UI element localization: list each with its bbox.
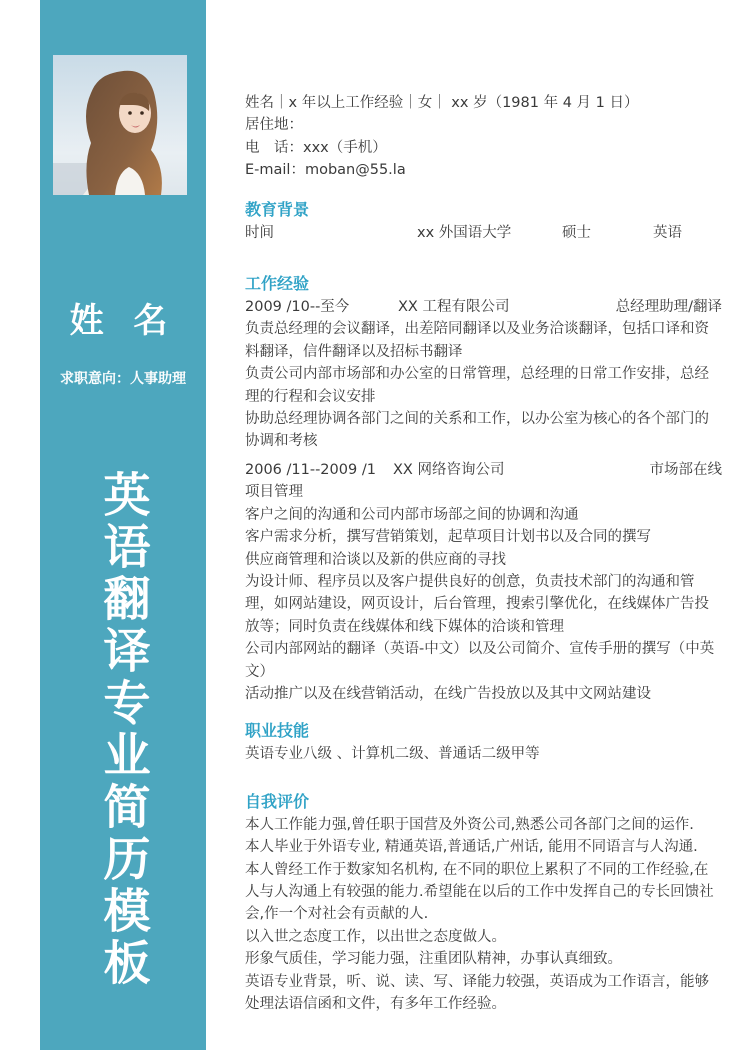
evaluation-paragraph: 英语专业背景，听、说、读、写、译能力较强，英语成为工作语言，能够处理法语信函和文件，有多年工作经验。 [245, 973, 709, 1012]
evaluation-paragraph: 形象气质佳，学习能力强，注重团队精神，办事认真细致。 [245, 951, 622, 968]
personal-info [245, 92, 722, 182]
job-detail: 为设计师、程序员以及客户提供良好的创意，负责技术部门的沟通和管理，如网站建设，网页设计，后台管理，搜索引擎优化，在线媒体广告投放等；同时负责在线媒体和线下媒体的洽谈和管理 [245, 573, 709, 635]
education-school: xx 外国语大学 [417, 224, 512, 241]
candidate-name: 姓 名 [69, 301, 177, 341]
section-heading-skills: 职业技能 [245, 721, 310, 741]
evaluation-paragraph: 本人曾经工作于数家知名机构, 在不同的职位上累积了不同的工作经验,在人与人沟通上有较强的能力.希望能在以后的工作中发挥自己的专长回馈社会,作一个对社会有贡献的人. [245, 861, 714, 923]
education-row [245, 222, 722, 244]
skills-text: 英语专业八级 、计算机二级、普通话二级甲等 [245, 746, 540, 763]
section-heading-education: 教育背景 [245, 199, 310, 219]
email-line: E-mail：moban@55.la [245, 162, 406, 179]
job-title-continued: 项目管理 [245, 484, 303, 501]
education-degree: 硕士 [562, 224, 591, 241]
job-header [245, 459, 722, 481]
portrait-illustration [53, 55, 187, 195]
job-detail: 公司内部网站的翻译（英语-中文）以及公司简介、宣传手册的撰写（中英文） [245, 641, 715, 680]
education-major: 英语 [653, 224, 682, 241]
job-period: 2006 /11--2009 /1 [245, 461, 376, 478]
section-heading-experience: 工作经验 [245, 274, 310, 294]
job-objective: 求职意向：人事助理 [60, 371, 186, 387]
section-heading-evaluation: 自我评价 [245, 791, 310, 811]
self-evaluation [245, 814, 722, 1016]
job-detail: 活动推广以及在线营销活动，在线广告投放以及其中文网站建设 [245, 685, 651, 702]
job-company: XX 工程有限公司 [398, 299, 510, 316]
evaluation-paragraph: 本人毕业于外语专业, 精通英语,普通话,广州话, 能用不同语言与人沟通. [245, 839, 698, 856]
sidebar [40, 0, 206, 1050]
job-header [245, 296, 722, 318]
phone-line: 电 话：xxx（手机） [245, 139, 387, 156]
resume-body [245, 92, 722, 1015]
evaluation-paragraph: 以入世之态度工作，以出世之态度做人。 [245, 928, 506, 945]
job-detail: 协助总经理协调各部门之间的关系和工作，以办公室为核心的各个部门的协调和考核 [245, 411, 709, 450]
job-detail: 客户之间的沟通和公司内部市场部之间的协调和沟通 [245, 506, 579, 523]
job-detail: 负责公司内部市场部和办公室的日常管理，总经理的日常工作安排，总经理的行程和会议安排 [245, 366, 709, 405]
job-title: 总经理助理/翻译 [615, 299, 722, 316]
vertical-title: 英语翻译专业简历模板 [95, 470, 151, 990]
job-company: XX 网络咨询公司 [393, 461, 505, 478]
job-detail: 客户需求分析，撰写营销策划，起草项目计划书以及合同的撰写 [245, 529, 651, 546]
profile-photo [53, 55, 187, 195]
job-entry [245, 296, 722, 453]
job-title: 市场部在线 [649, 461, 722, 478]
job-entry [245, 459, 722, 705]
job-period: 2009 /10--至今 [245, 299, 350, 316]
vertical-title-wrap [40, 470, 206, 990]
job-detail: 负责总经理的会议翻译，出差陪同翻译以及业务洽谈翻译，包括口译和资料翻译，信件翻译以及招标书翻译 [245, 321, 709, 360]
residence-line: 居住地： [245, 117, 303, 134]
job-details [245, 504, 722, 706]
job-detail: 供应商管理和洽谈以及新的供应商的寻找 [245, 551, 506, 568]
evaluation-paragraph: 本人工作能力强,曾任职于国营及外资公司,熟悉公司各部门之间的运作. [245, 816, 694, 833]
personal-info-line: 姓名｜x 年以上工作经验｜女｜ xx 岁（1981 年 4 月 1 日） [245, 95, 639, 111]
education-time: 时间 [245, 224, 274, 241]
job-details [245, 318, 722, 452]
